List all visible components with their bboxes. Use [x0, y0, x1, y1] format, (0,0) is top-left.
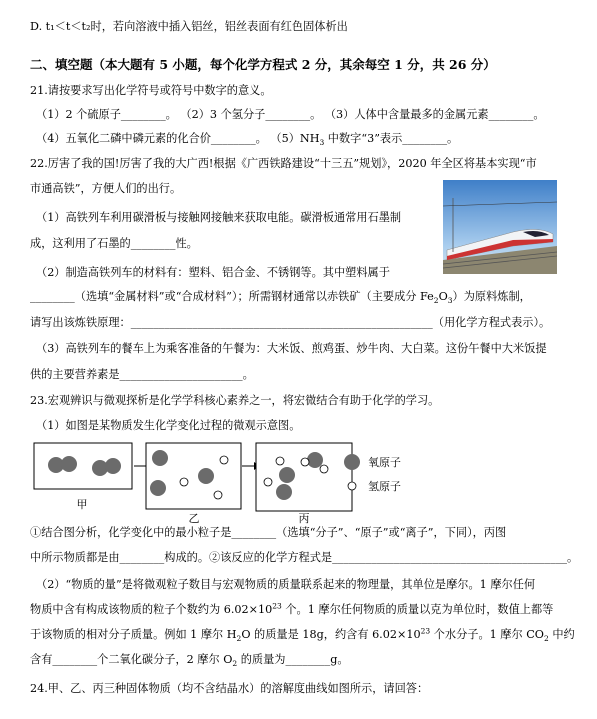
oxygen-atom: [150, 480, 166, 496]
q22-stem-cont: 市通高铁”，方便人们的出行。: [30, 182, 182, 195]
q23-2-line1: （2）“物质的量”是将微观粒子数目与宏观物质的质量联系起来的物理量，其单位是摩尔。1 摩尔任何: [36, 578, 536, 591]
q23-stem: 23.宏观辨识与微观探析是化学学科核心素养之一，将宏微结合有助于化学的学习。: [30, 394, 440, 407]
q22-2-line2: ________（选填“金属材料”或“合成材料”）；所需钢材通常以赤铁矿（主要成分 $Fe_2O_3$）为原料炼制，: [30, 290, 531, 306]
q23-c1: ①结合图分析，化学变化中的最小粒子是________（选填“分子”、“原子”或“离子”，下同），丙图: [30, 526, 507, 539]
hydrogen-atom: [320, 465, 328, 473]
q22-3-line2: 供的主要营养素是______________________。: [30, 368, 254, 381]
q22-1-line2: 成，这利用了石墨的________性。: [30, 237, 198, 250]
oxygen-atom: [279, 467, 295, 483]
q23-2-line2: 物质中含有构成该物质的粒子个数约为 $6.02\times 10^{23}$ 个。1 摩尔任何物质的质量以克为单位时，数值上都等: [30, 601, 554, 616]
q22-3-line1: （3）高铁列车的餐车上为乘客准备的午餐为：大米饭、煎鸡蛋、炒牛肉、大白菜。这份午餐中大米饭提: [36, 342, 547, 355]
label-bing: 丙: [298, 512, 310, 525]
oxygen-atom: [152, 450, 168, 466]
option-d: D. t₁＜t＜t₂时，若向溶液中插入铝丝，铝丝表面有红色固体析出: [30, 20, 348, 33]
q22-2-line1: （2）制造高铁列车的材料有：塑料、铝合金、不锈钢等。其中塑料属于: [36, 266, 390, 279]
hydrogen-atom: [220, 456, 228, 464]
legend-hydrogen-symbol: [348, 482, 356, 490]
oxygen-atom: [61, 456, 77, 472]
oxygen-atom: [105, 458, 121, 474]
q22-1-line1: （1）高铁列车利用碳滑板与接触网接触来获取电能。碳滑板通常用石墨制: [36, 211, 402, 224]
label-yi: 乙: [188, 512, 200, 525]
q23-c2: 中所示物质都是由________构成的。②该反应的化学方程式是__________________________________________。: [30, 551, 579, 564]
q21-stem: 21.请按要求写出化学符号或符号中数字的意义。: [30, 84, 272, 97]
hydrogen-atom: [276, 457, 284, 465]
section-title: 二、填空题（本大题有 5 小题，每个化学方程式 2 分，其余每空 1 分，共 26 分）: [30, 57, 496, 72]
q23-2-line4: 含有________个二氧化碳分子，2 摩尔 $O_2$ 的质量为________g。: [30, 653, 349, 669]
q22-2-line3: 请写出该炼铁原理：______________________________________________________（用化学方程式表示）。: [30, 316, 551, 329]
high-speed-train-image: [443, 180, 557, 274]
q24-stem: 24.甲、乙、丙三种固体物质（均不含结晶水）的溶解度曲线如图所示，请回答：: [30, 682, 429, 695]
hydrogen-atom: [214, 491, 222, 499]
oxygen-atom: [276, 484, 292, 500]
panel-bing-box: [256, 443, 352, 511]
hydrogen-atom: [264, 478, 272, 486]
hydrogen-atom: [180, 478, 188, 486]
oxygen-atom: [198, 468, 214, 484]
q23-1-stem: （1）如图是某物质发生化学变化过程的微观示意图。: [36, 419, 301, 432]
q21-row1: （1）2 个硫原子________。 （2）3 个氢分子________。 （3）人体中含量最多的金属元素________。: [36, 108, 545, 121]
q22-stem: 22.厉害了我的国!厉害了我的大广西!根据《广西铁路建设“十三五”规划》，2020 年全区将基本实现“市: [30, 157, 537, 170]
q23-2-line3: 于该物质的相对分子质量。例如 1 摩尔 $H_2O$ 的质量是 18g，约含有 $6.02\times 10^{23}$ 个水分子。1 摩尔 $CO_2$ 中约: [30, 626, 575, 644]
q21-row2: （4）五氧化二磷中磷元素的化合价________。 $(5)NH_3$ 中数字“3”表示________。: [36, 132, 459, 148]
label-jia: 甲: [76, 498, 88, 511]
legend-hydrogen-label: 氢原子: [368, 480, 401, 493]
legend-oxygen-symbol: [344, 454, 360, 470]
oxygen-atom: [307, 452, 323, 468]
legend-oxygen-label: 氧原子: [368, 456, 401, 469]
atom-legend: [340, 452, 440, 502]
hydrogen-atom: [301, 458, 309, 466]
